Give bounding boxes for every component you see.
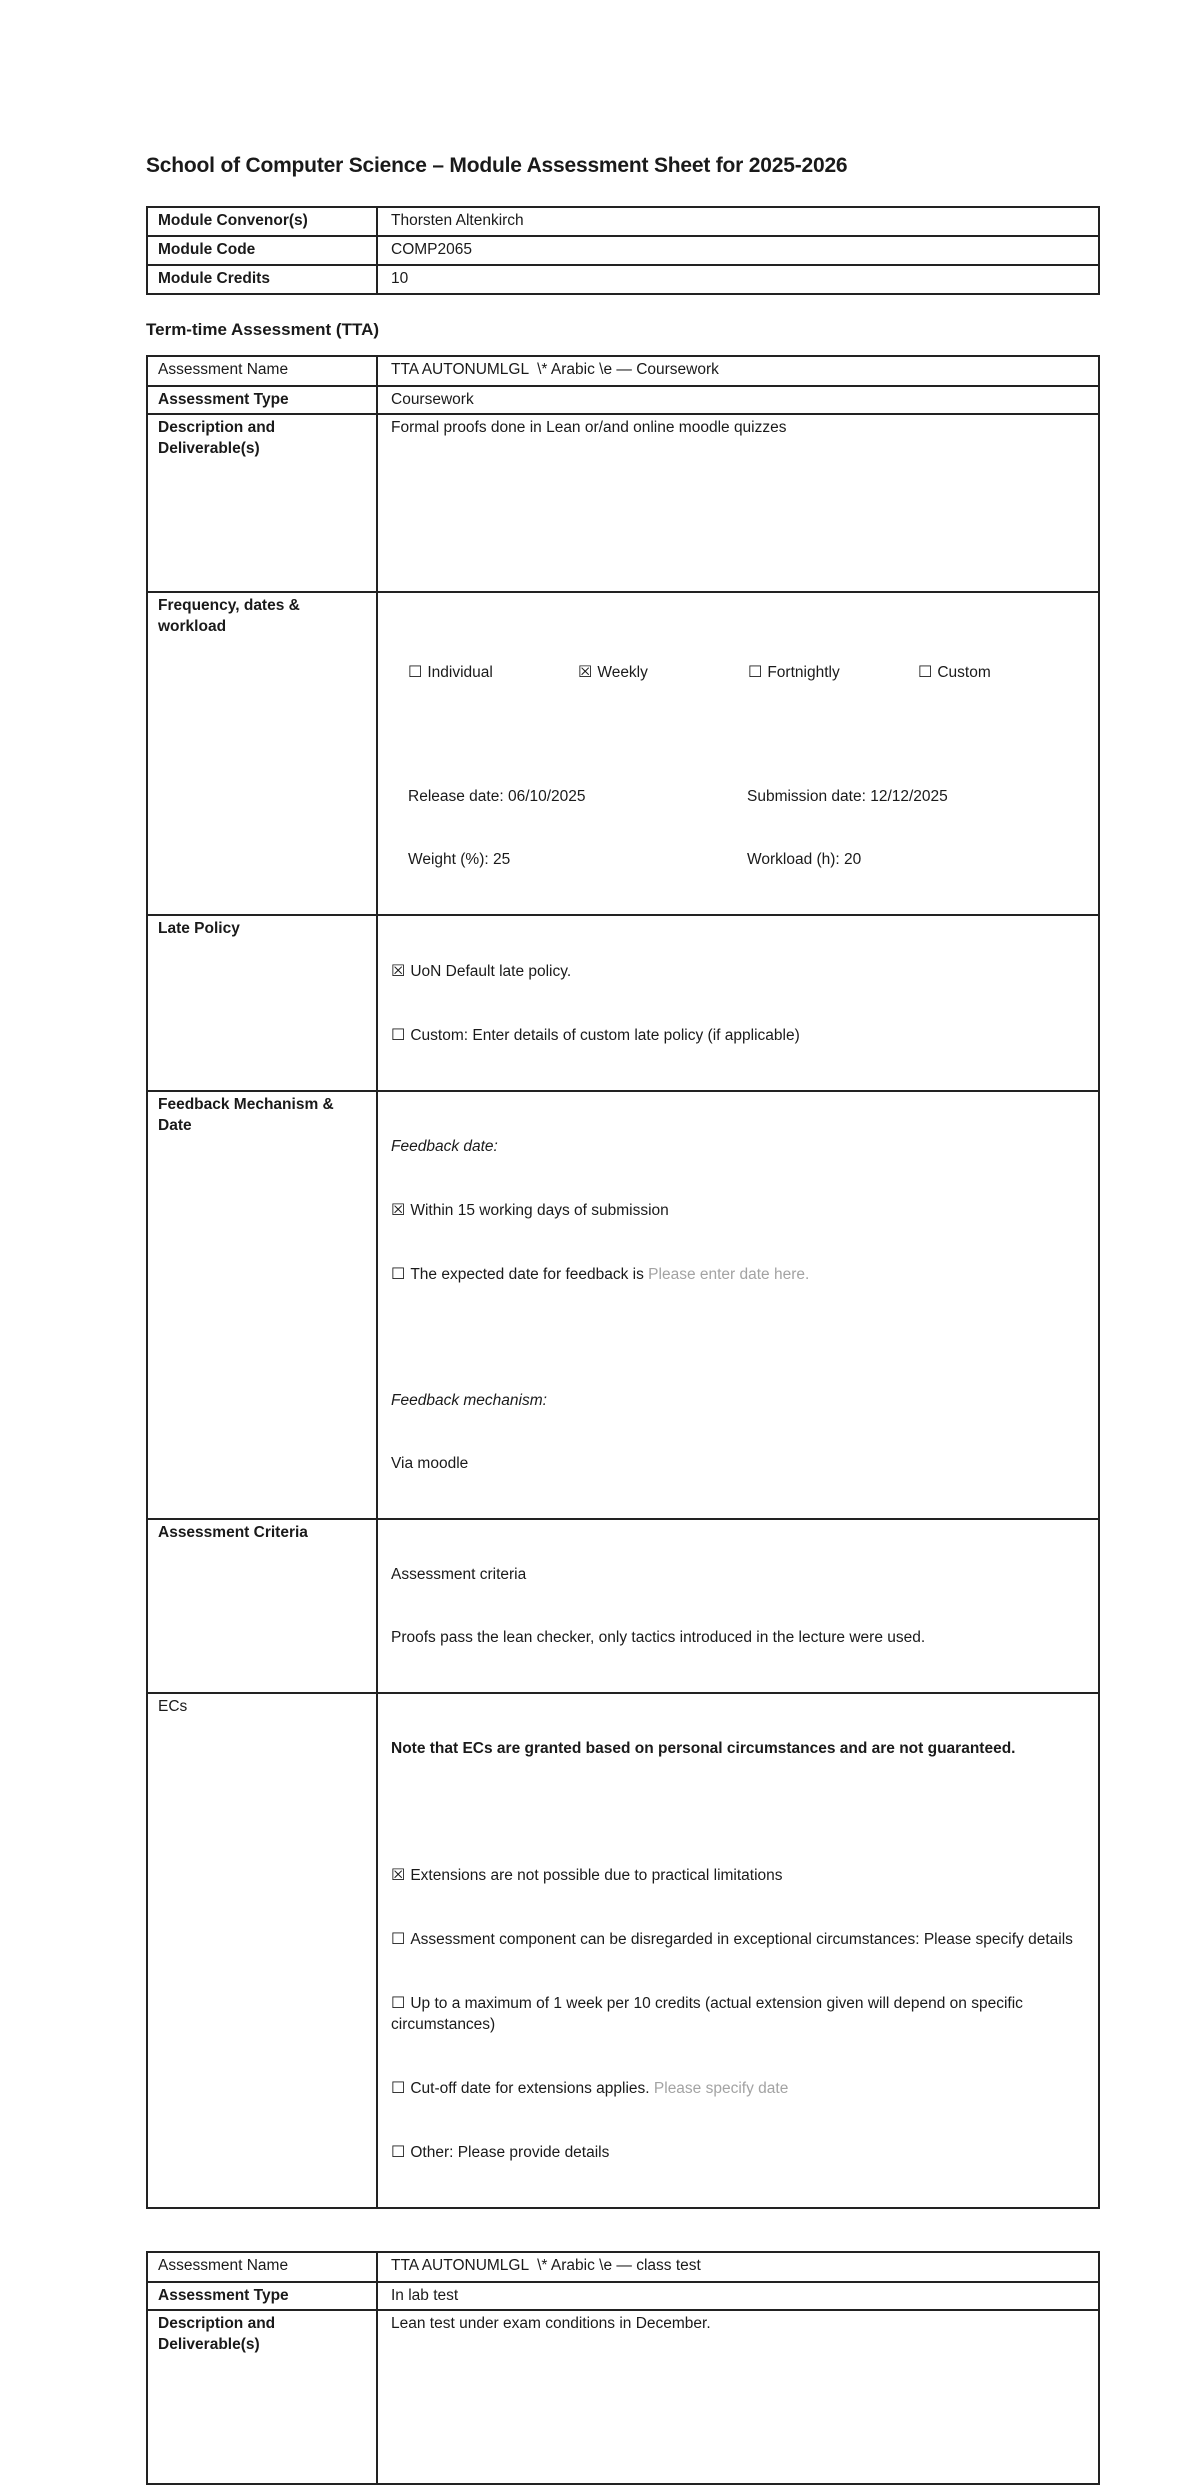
feedback-label: Feedback Mechanism & Date (147, 1091, 377, 1519)
module-code-label: Module Code (147, 236, 377, 265)
module-info-table (146, 206, 1100, 295)
dates-row (408, 786, 1088, 807)
feedback-mechanism-value[interactable]: Via moodle (391, 1455, 469, 1472)
section-heading: Term-time Assessment (TTA) (146, 320, 380, 339)
cutoff-checkbox[interactable]: ☐ (391, 2078, 406, 2097)
cutoff-label: Cut-off date for extensions applies. (410, 2080, 654, 2097)
table-row (147, 592, 1099, 915)
late-policy-label: Late Policy (147, 915, 377, 1091)
ecs-option-one-week (391, 1992, 1088, 2035)
late-policy-option-custom (391, 1024, 1088, 1046)
feedback-date-heading: Feedback date: (391, 1138, 498, 1155)
assessment2-type-label: Assessment Type (147, 2282, 377, 2310)
expected-date-checkbox[interactable]: ☐ (391, 1264, 406, 1283)
table-row (147, 265, 1099, 294)
weight-workload-row (408, 849, 1088, 870)
date-placeholder-field[interactable]: Please enter date here. (648, 1266, 810, 1283)
no-extensions-label: Extensions are not possible due to practical limitations (410, 1867, 783, 1884)
ecs-option-other (391, 2141, 1088, 2163)
frequency-label: Frequency, dates & workload (147, 592, 377, 915)
other-label: Other: Please provide details (410, 2144, 610, 2161)
frequency-option-fortnightly (748, 661, 918, 683)
module-convenor-label: Module Convenor(s) (147, 207, 377, 236)
ecs-option-no-extensions (391, 1864, 1088, 1886)
fortnightly-checkbox[interactable]: ☐ (748, 662, 763, 681)
table-row (147, 2310, 1099, 2484)
expected-date-label: The expected date for feedback is (410, 1266, 649, 1283)
individual-label: Individual (427, 664, 493, 681)
weekly-checkbox[interactable]: ☒ (578, 662, 593, 681)
table-row (147, 2252, 1099, 2282)
criteria-line2: Proofs pass the lean checker, only tactics introduced in the lecture were used. (391, 1629, 926, 1646)
workload-text[interactable]: Workload (h): 20 (747, 851, 862, 868)
table-row (147, 1519, 1099, 1693)
assessment2-name-value[interactable]: TTA AUTONUMLGL \* Arabic \e — class test (377, 2252, 1099, 2282)
frequency-option-custom (918, 661, 1088, 683)
disregard-label: Assessment component can be disregarded in exceptional circumstances: Please specify details (410, 1931, 1073, 1948)
cutoff-date-placeholder-field[interactable]: Please specify date (653, 2080, 789, 2097)
assessment-name-value[interactable]: TTA AUTONUMLGL \* Arabic \e — Coursework (377, 356, 1099, 386)
assessment-type-label: Assessment Type (147, 386, 377, 414)
custom-label: Custom (937, 664, 991, 681)
disregard-checkbox[interactable]: ☐ (391, 1929, 406, 1948)
individual-checkbox[interactable]: ☐ (408, 662, 423, 681)
page-title: School of Computer Science – Module Assessment Sheet for 2025-2026 (146, 154, 848, 177)
assessment-type-value[interactable]: Coursework (377, 386, 1099, 414)
table-row (147, 1091, 1099, 1519)
other-checkbox[interactable]: ☐ (391, 2142, 406, 2161)
ecs-option-disregard (391, 1928, 1088, 1950)
fortnightly-label: Fortnightly (767, 664, 840, 681)
module-credits-label: Module Credits (147, 265, 377, 294)
table-row (147, 915, 1099, 1091)
table-row (147, 236, 1099, 265)
description-label: Description and Deliverable(s) (147, 414, 377, 592)
assessment2-name-label: Assessment Name (147, 2252, 377, 2282)
table-row (147, 356, 1099, 386)
frequency-value-cell[interactable] (377, 592, 1099, 915)
criteria-label: Assessment Criteria (147, 1519, 377, 1693)
assessment2-table (146, 2251, 1100, 2485)
description-value[interactable]: Formal proofs done in Lean or/and online moodle quizzes (377, 414, 1099, 592)
custom-checkbox[interactable]: ☐ (918, 662, 933, 681)
submission-date-text[interactable]: Submission date: 12/12/2025 (747, 788, 948, 805)
module-convenor-value[interactable]: Thorsten Altenkirch (377, 207, 1099, 236)
module-code-value[interactable]: COMP2065 (377, 236, 1099, 265)
assessment-name-label: Assessment Name (147, 356, 377, 386)
feedback-mechanism-heading: Feedback mechanism: (391, 1392, 547, 1409)
ecs-note: Note that ECs are granted based on personal circumstances and are not guaranteed. (391, 1740, 1016, 1757)
ecs-label: ECs (147, 1693, 377, 2208)
criteria-value-cell[interactable] (377, 1519, 1099, 1693)
one-week-checkbox[interactable]: ☐ (391, 1993, 406, 2012)
frequency-option-individual (408, 661, 578, 683)
weight-text[interactable]: Weight (%): 25 (408, 851, 511, 868)
custom-late-policy-label: Custom: Enter details of custom late policy (if applicable) (410, 1027, 800, 1044)
criteria-line1: Assessment criteria (391, 1566, 527, 1583)
assessment2-description-label: Description and Deliverable(s) (147, 2310, 377, 2484)
assessment2-type-value[interactable]: In lab test (377, 2282, 1099, 2310)
late-policy-option-default (391, 960, 1088, 982)
table-row (147, 1693, 1099, 2208)
table-row (147, 386, 1099, 414)
one-week-label: Up to a maximum of 1 week per 10 credits (actual extension given will depend on specific circumstances) (391, 1995, 1028, 2033)
ecs-option-cutoff (391, 2077, 1088, 2099)
frequency-options-row (408, 661, 1088, 683)
release-date-text[interactable]: Release date: 06/10/2025 (408, 788, 586, 805)
table-row (147, 207, 1099, 236)
uon-default-checkbox[interactable]: ☒ (391, 961, 406, 980)
feedback-value-cell[interactable] (377, 1091, 1099, 1519)
within-15-days-label: Within 15 working days of submission (410, 1202, 669, 1219)
feedback-option-15days (391, 1199, 1088, 1221)
frequency-option-weekly (578, 661, 748, 683)
table-row (147, 2282, 1099, 2310)
table-row (147, 414, 1099, 592)
weekly-label: Weekly (597, 664, 648, 681)
uon-default-label: UoN Default late policy. (410, 963, 572, 980)
assessment2-description-value[interactable]: Lean test under exam conditions in December. (377, 2310, 1099, 2484)
module-credits-value[interactable]: 10 (377, 265, 1099, 294)
ecs-value-cell[interactable] (377, 1693, 1099, 2208)
within-15-days-checkbox[interactable]: ☒ (391, 1200, 406, 1219)
custom-late-policy-checkbox[interactable]: ☐ (391, 1025, 406, 1044)
late-policy-value-cell[interactable] (377, 915, 1099, 1091)
no-extensions-checkbox[interactable]: ☒ (391, 1865, 406, 1884)
feedback-option-expected-date (391, 1263, 1088, 1285)
assessment1-table (146, 355, 1100, 2209)
